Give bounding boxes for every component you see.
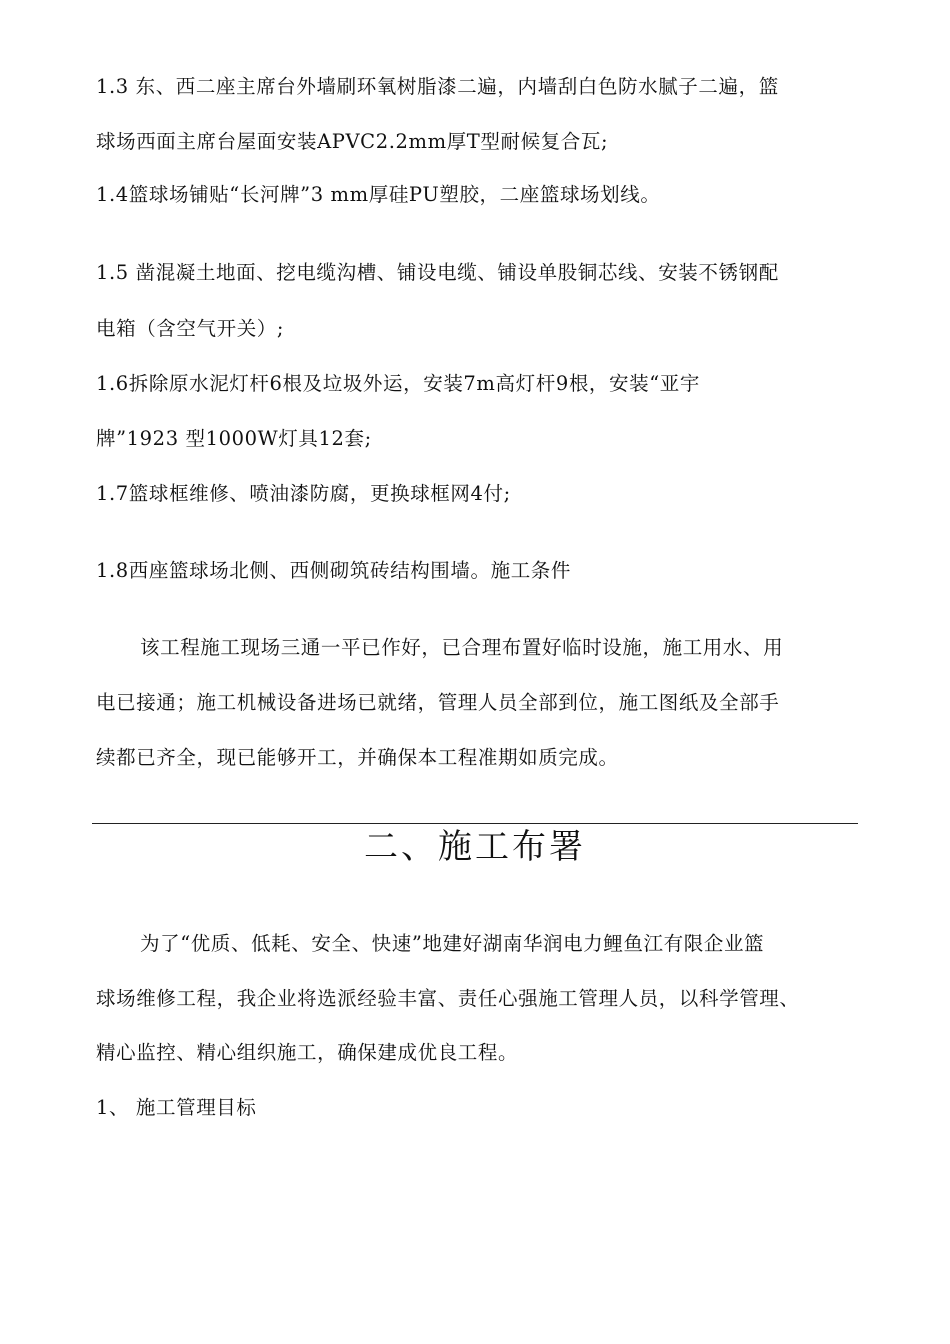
item-1-5-line-1: 1.5 凿混凝土地面、挖电缆沟槽、铺设电缆、铺设单股铜芯线、安装不锈钢配 [96, 261, 779, 284]
item-1-8-line-1: 1.8西座篮球场北侧、西侧砌筑砖结构围墙。施工条件 [96, 559, 572, 582]
item-1-6-line-2: 牌”1923 型1000W灯具12套; [96, 427, 372, 450]
conditions-line-3: 续都已齐全，现已能够开工，并确保本工程准期如质完成。 [96, 746, 619, 769]
section-heading: 二、施工布署 [364, 827, 586, 867]
conditions-line-1: 该工程施工现场三通一平已作好，已合理布置好临时设施，施工用水、用 [140, 636, 784, 659]
item-1-4-line-1: 1.4篮球场铺贴“长河牌”3 mm厚硅PU塑胶，二座篮球场划线。 [96, 183, 661, 206]
intro-line-3: 精心监控、精心组织施工，确保建成优良工程。 [96, 1041, 519, 1064]
item-1-5-line-2: 电箱（含空气开关）; [96, 317, 285, 340]
item-1-3-line-2: 球场西面主席台屋面安装APVC2.2mm厚T型耐候复合瓦; [96, 130, 609, 153]
intro-line-2: 球场维修工程，我企业将选派经验丰富、责任心强施工管理人员，以科学管理、 [96, 987, 800, 1010]
item-1-7-line-1: 1.7篮球框维修、喷油漆防腐，更换球框网4付; [96, 482, 511, 505]
item-1-6-line-1: 1.6拆除原水泥灯杆6根及垃圾外运，安装7m高灯杆9根，安装“亚宇 [96, 372, 700, 395]
subheading-management-goals: 1、 施工管理目标 [96, 1096, 257, 1119]
intro-line-1: 为了“优质、低耗、安全、快速”地建好湖南华润电力鲤鱼江有限企业篮 [140, 932, 765, 955]
conditions-line-2: 电已接通；施工机械设备进场已就绪，管理人员全部到位，施工图纸及全部手 [96, 691, 780, 714]
item-1-3-line-1: 1.3 东、西二座主席台外墙刷环氧树脂漆二遍，内墙刮白色防水腻子二遍，篮 [96, 75, 779, 98]
